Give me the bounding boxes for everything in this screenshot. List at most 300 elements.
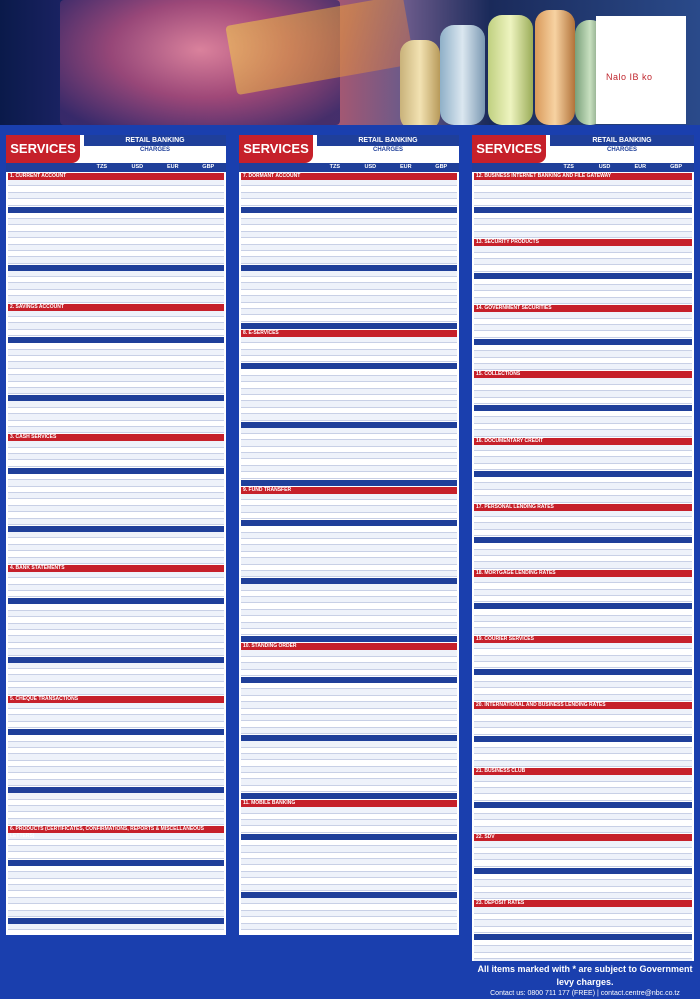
row-label-cell — [241, 350, 318, 355]
row-label-cell — [241, 337, 318, 342]
row-value-cell — [388, 865, 423, 870]
row-value-cell — [587, 445, 622, 450]
row-value-cell — [422, 650, 457, 655]
row-value-cell — [587, 649, 622, 654]
row-value-cell — [120, 643, 155, 648]
row-value-cell — [85, 290, 120, 295]
row-label-cell — [8, 193, 85, 198]
tariff-row — [8, 558, 224, 564]
row-value-cell — [622, 424, 657, 429]
currency-header-row — [239, 163, 459, 172]
row-value-cell — [587, 259, 622, 264]
row-value-cell — [422, 603, 457, 608]
row-value-cell — [422, 401, 457, 406]
row-label-cell — [8, 852, 85, 857]
row-value-cell — [657, 225, 692, 230]
row-value-cell — [388, 199, 423, 204]
row-value-cell — [587, 946, 622, 951]
row-value-cell — [657, 742, 692, 747]
tariff-row — [474, 562, 692, 568]
row-value-cell — [657, 959, 692, 961]
tariff-row — [474, 728, 692, 734]
row-value-cell — [85, 735, 120, 740]
row-value-cell — [85, 414, 120, 419]
row-value-cell — [353, 350, 388, 355]
row-value-cell — [388, 591, 423, 596]
section-header: 22. SDV — [474, 834, 692, 841]
row-value-cell — [657, 298, 692, 303]
row-value-cell — [587, 457, 622, 462]
row-value-cell — [189, 924, 224, 929]
row-value-cell — [318, 545, 353, 550]
row-value-cell — [120, 572, 155, 577]
row-label-cell — [241, 271, 318, 276]
row-value-cell — [155, 323, 190, 328]
row-value-cell — [120, 558, 155, 563]
row-value-cell — [155, 356, 190, 361]
row-value-cell — [318, 820, 353, 825]
row-value-cell — [587, 180, 622, 185]
row-value-cell — [622, 364, 657, 369]
row-value-cell — [552, 682, 587, 687]
row-value-cell — [85, 806, 120, 811]
row-value-cell — [353, 453, 388, 458]
row-value-cell — [353, 597, 388, 602]
row-label-cell — [474, 483, 552, 488]
row-value-cell — [388, 186, 423, 191]
row-label-cell — [474, 213, 552, 218]
row-value-cell — [318, 257, 353, 262]
row-value-cell — [85, 649, 120, 654]
row-label-cell — [8, 669, 85, 674]
row-value-cell — [353, 663, 388, 668]
row-value-cell — [622, 820, 657, 825]
row-value-cell — [155, 441, 190, 446]
row-value-cell — [318, 683, 353, 688]
row-value-cell — [587, 622, 622, 627]
row-label-cell — [241, 657, 318, 662]
row-label-cell — [241, 885, 318, 890]
tariff-row — [474, 927, 692, 933]
row-value-cell — [353, 865, 388, 870]
row-label-cell — [474, 628, 552, 633]
row-value-cell — [155, 538, 190, 543]
row-label-cell — [8, 773, 85, 778]
row-value-cell — [552, 775, 587, 780]
tariff-row — [474, 860, 692, 866]
row-value-cell — [622, 596, 657, 601]
row-value-cell — [155, 617, 190, 622]
row-label-cell — [241, 786, 318, 791]
row-value-cell — [318, 591, 353, 596]
row-value-cell — [622, 893, 657, 898]
row-value-cell — [552, 496, 587, 501]
row-value-cell — [353, 709, 388, 714]
row-label-cell — [8, 754, 85, 759]
row-label-cell — [8, 225, 85, 230]
row-value-cell — [552, 959, 587, 961]
row-value-cell — [189, 401, 224, 406]
row-value-cell — [189, 186, 224, 191]
row-value-cell — [353, 382, 388, 387]
row-value-cell — [120, 454, 155, 459]
row-value-cell — [155, 199, 190, 204]
row-value-cell — [155, 519, 190, 524]
row-value-cell — [189, 519, 224, 524]
row-value-cell — [657, 688, 692, 693]
row-value-cell — [120, 362, 155, 367]
row-value-cell — [318, 597, 353, 602]
row-value-cell — [657, 550, 692, 555]
row-label-cell — [241, 434, 318, 439]
row-value-cell — [189, 487, 224, 492]
row-value-cell — [155, 408, 190, 413]
row-value-cell — [552, 445, 587, 450]
row-value-cell — [353, 506, 388, 511]
row-value-cell — [622, 298, 657, 303]
row-value-cell — [155, 754, 190, 759]
row-value-cell — [622, 583, 657, 588]
row-label-cell — [8, 493, 85, 498]
row-value-cell — [587, 523, 622, 528]
row-label-cell — [8, 924, 85, 929]
row-value-cell — [85, 382, 120, 387]
tariff-row — [8, 388, 224, 394]
row-value-cell — [155, 591, 190, 596]
row-value-cell — [587, 562, 622, 567]
row-value-cell — [120, 180, 155, 185]
row-value-cell — [622, 722, 657, 727]
row-value-cell — [422, 408, 457, 413]
row-value-cell — [388, 820, 423, 825]
row-label-cell — [474, 959, 552, 961]
row-value-cell — [318, 767, 353, 772]
row-label-cell — [8, 427, 85, 432]
row-value-cell — [353, 616, 388, 621]
row-label-cell — [8, 257, 85, 262]
row-value-cell — [85, 742, 120, 747]
row-value-cell — [552, 748, 587, 753]
row-value-cell — [189, 232, 224, 237]
row-value-cell — [155, 493, 190, 498]
row-value-cell — [552, 219, 587, 224]
row-value-cell — [657, 940, 692, 945]
row-value-cell — [85, 225, 120, 230]
row-value-cell — [120, 617, 155, 622]
row-value-cell — [120, 649, 155, 654]
row-value-cell — [388, 251, 423, 256]
row-value-cell — [189, 238, 224, 243]
row-value-cell — [422, 271, 457, 276]
section-header: 18. MORTGAGE LENDING RATES — [474, 570, 692, 577]
row-value-cell — [587, 788, 622, 793]
row-value-cell — [552, 345, 587, 350]
row-value-cell — [155, 448, 190, 453]
row-label-cell — [474, 577, 552, 582]
row-label-cell — [8, 891, 85, 896]
row-value-cell — [155, 499, 190, 504]
row-value-cell — [353, 303, 388, 308]
row-value-cell — [388, 350, 423, 355]
row-value-cell — [155, 401, 190, 406]
row-value-cell — [85, 911, 120, 916]
row-label-cell — [8, 703, 85, 708]
row-value-cell — [552, 199, 587, 204]
currency-usd: USD — [598, 164, 611, 170]
row-value-cell — [587, 219, 622, 224]
row-value-cell — [552, 312, 587, 317]
row-value-cell — [422, 748, 457, 753]
row-value-cell — [353, 494, 388, 499]
row-value-cell — [120, 474, 155, 479]
row-value-cell — [552, 577, 587, 582]
row-value-cell — [318, 786, 353, 791]
row-label-cell — [241, 840, 318, 845]
section-header: 13. SECURITY PRODUCTS — [474, 239, 692, 246]
row-label-cell — [241, 623, 318, 628]
row-value-cell — [120, 624, 155, 629]
row-value-cell — [657, 180, 692, 185]
row-value-cell — [155, 793, 190, 798]
row-value-cell — [353, 754, 388, 759]
row-value-cell — [388, 434, 423, 439]
row-label-cell — [8, 460, 85, 465]
tariff-row — [474, 364, 692, 370]
row-value-cell — [388, 840, 423, 845]
row-value-cell — [552, 424, 587, 429]
row-value-cell — [587, 820, 622, 825]
row-label-cell — [474, 199, 552, 204]
tariff-row — [8, 257, 224, 263]
row-value-cell — [552, 860, 587, 865]
currency-gbp: GBP — [202, 164, 215, 170]
row-value-cell — [155, 846, 190, 851]
row-value-cell — [318, 428, 353, 433]
row-value-cell — [318, 657, 353, 662]
row-label-cell — [241, 610, 318, 615]
row-value-cell — [388, 238, 423, 243]
row-value-cell — [388, 872, 423, 877]
row-value-cell — [422, 186, 457, 191]
row-value-cell — [622, 417, 657, 422]
row-label-cell — [8, 199, 85, 204]
row-value-cell — [318, 199, 353, 204]
row-value-cell — [422, 853, 457, 858]
row-value-cell — [85, 369, 120, 374]
row-value-cell — [422, 447, 457, 452]
row-value-cell — [120, 924, 155, 929]
row-value-cell — [189, 663, 224, 668]
row-value-cell — [120, 219, 155, 224]
row-value-cell — [587, 391, 622, 396]
row-label-cell — [8, 761, 85, 766]
row-value-cell — [353, 779, 388, 784]
row-value-cell — [422, 539, 457, 544]
row-label-cell — [474, 920, 552, 925]
row-label-cell — [8, 591, 85, 596]
levy-notice: All items marked with * are subject to Government levy charges. — [477, 964, 693, 987]
row-label-cell — [8, 487, 85, 492]
row-value-cell — [120, 748, 155, 753]
row-value-cell — [85, 245, 120, 250]
row-value-cell — [422, 232, 457, 237]
row-label-cell — [241, 846, 318, 851]
row-value-cell — [120, 532, 155, 537]
row-value-cell — [155, 271, 190, 276]
row-value-cell — [318, 440, 353, 445]
row-label-cell — [8, 277, 85, 282]
row-value-cell — [622, 940, 657, 945]
row-value-cell — [85, 819, 120, 824]
row-value-cell — [189, 323, 224, 328]
row-value-cell — [155, 232, 190, 237]
row-value-cell — [587, 225, 622, 230]
row-value-cell — [85, 715, 120, 720]
row-value-cell — [155, 238, 190, 243]
row-value-cell — [422, 721, 457, 726]
row-value-cell — [155, 487, 190, 492]
row-value-cell — [587, 715, 622, 720]
row-value-cell — [622, 477, 657, 482]
row-value-cell — [189, 761, 224, 766]
row-value-cell — [552, 814, 587, 819]
row-value-cell — [85, 283, 120, 288]
row-value-cell — [120, 840, 155, 845]
row-value-cell — [85, 800, 120, 805]
row-value-cell — [422, 767, 457, 772]
row-value-cell — [85, 487, 120, 492]
row-value-cell — [189, 454, 224, 459]
row-value-cell — [85, 722, 120, 727]
row-label-cell — [241, 238, 318, 243]
row-value-cell — [657, 331, 692, 336]
row-value-cell — [657, 788, 692, 793]
row-value-cell — [120, 833, 155, 838]
row-value-cell — [388, 343, 423, 348]
row-value-cell — [189, 512, 224, 517]
row-value-cell — [120, 441, 155, 446]
row-label-cell — [241, 773, 318, 778]
row-value-cell — [657, 424, 692, 429]
row-value-cell — [587, 848, 622, 853]
row-label-cell — [474, 688, 552, 693]
row-value-cell — [318, 494, 353, 499]
row-label-cell — [8, 715, 85, 720]
row-value-cell — [85, 643, 120, 648]
row-value-cell — [120, 891, 155, 896]
row-value-cell — [657, 378, 692, 383]
tariff-row — [8, 930, 224, 935]
row-value-cell — [622, 265, 657, 270]
row-label-cell — [8, 238, 85, 243]
row-value-cell — [587, 345, 622, 350]
row-value-cell — [587, 530, 622, 535]
row-value-cell — [189, 180, 224, 185]
row-value-cell — [552, 622, 587, 627]
row-label-cell — [8, 833, 85, 838]
row-value-cell — [587, 874, 622, 879]
section-header: 7. DORMANT ACCOUNT — [241, 173, 457, 180]
row-label-cell — [474, 808, 552, 813]
row-value-cell — [587, 887, 622, 892]
row-value-cell — [422, 741, 457, 746]
row-label-cell — [474, 841, 552, 846]
row-value-cell — [622, 841, 657, 846]
tariff-row — [474, 496, 692, 502]
row-label-cell — [8, 219, 85, 224]
row-value-cell — [120, 290, 155, 295]
currency-usd: USD — [364, 164, 377, 170]
row-value-cell — [189, 251, 224, 256]
row-value-cell — [657, 511, 692, 516]
row-value-cell — [120, 382, 155, 387]
row-value-cell — [85, 180, 120, 185]
row-value-cell — [189, 213, 224, 218]
row-value-cell — [388, 466, 423, 471]
row-value-cell — [622, 794, 657, 799]
row-value-cell — [422, 395, 457, 400]
row-value-cell — [622, 186, 657, 191]
row-label-cell — [474, 848, 552, 853]
currency-usd: USD — [131, 164, 144, 170]
row-value-cell — [189, 493, 224, 498]
row-label-cell — [241, 565, 318, 570]
row-label-cell — [241, 369, 318, 374]
row-label-cell — [474, 225, 552, 230]
row-label-cell — [474, 358, 552, 363]
row-value-cell — [657, 854, 692, 859]
row-value-cell — [120, 866, 155, 871]
row-value-cell — [85, 688, 120, 693]
row-value-cell — [155, 872, 190, 877]
row-label-cell — [241, 591, 318, 596]
row-value-cell — [587, 358, 622, 363]
row-label-cell — [474, 186, 552, 191]
row-label-cell — [474, 860, 552, 865]
row-value-cell — [422, 904, 457, 909]
row-label-cell — [474, 457, 552, 462]
row-value-cell — [587, 199, 622, 204]
row-value-cell — [587, 583, 622, 588]
currency-eur: EUR — [399, 164, 412, 170]
row-value-cell — [85, 630, 120, 635]
row-value-cell — [587, 628, 622, 633]
row-value-cell — [388, 225, 423, 230]
row-value-cell — [422, 859, 457, 864]
row-value-cell — [422, 440, 457, 445]
row-value-cell — [318, 337, 353, 342]
row-value-cell — [422, 571, 457, 576]
row-label-cell — [8, 879, 85, 884]
row-value-cell — [189, 283, 224, 288]
row-value-cell — [552, 590, 587, 595]
row-value-cell — [353, 428, 388, 433]
row-label-cell — [474, 728, 552, 733]
row-value-cell — [318, 213, 353, 218]
row-label-cell — [474, 709, 552, 714]
row-label-cell — [474, 827, 552, 832]
row-label-cell — [241, 917, 318, 922]
row-value-cell — [422, 702, 457, 707]
row-value-cell — [155, 277, 190, 282]
row-value-cell — [657, 325, 692, 330]
tariff-row — [8, 296, 224, 302]
row-value-cell — [587, 893, 622, 898]
row-value-cell — [422, 917, 457, 922]
row-value-cell — [155, 460, 190, 465]
row-value-cell — [422, 376, 457, 381]
row-value-cell — [353, 629, 388, 634]
